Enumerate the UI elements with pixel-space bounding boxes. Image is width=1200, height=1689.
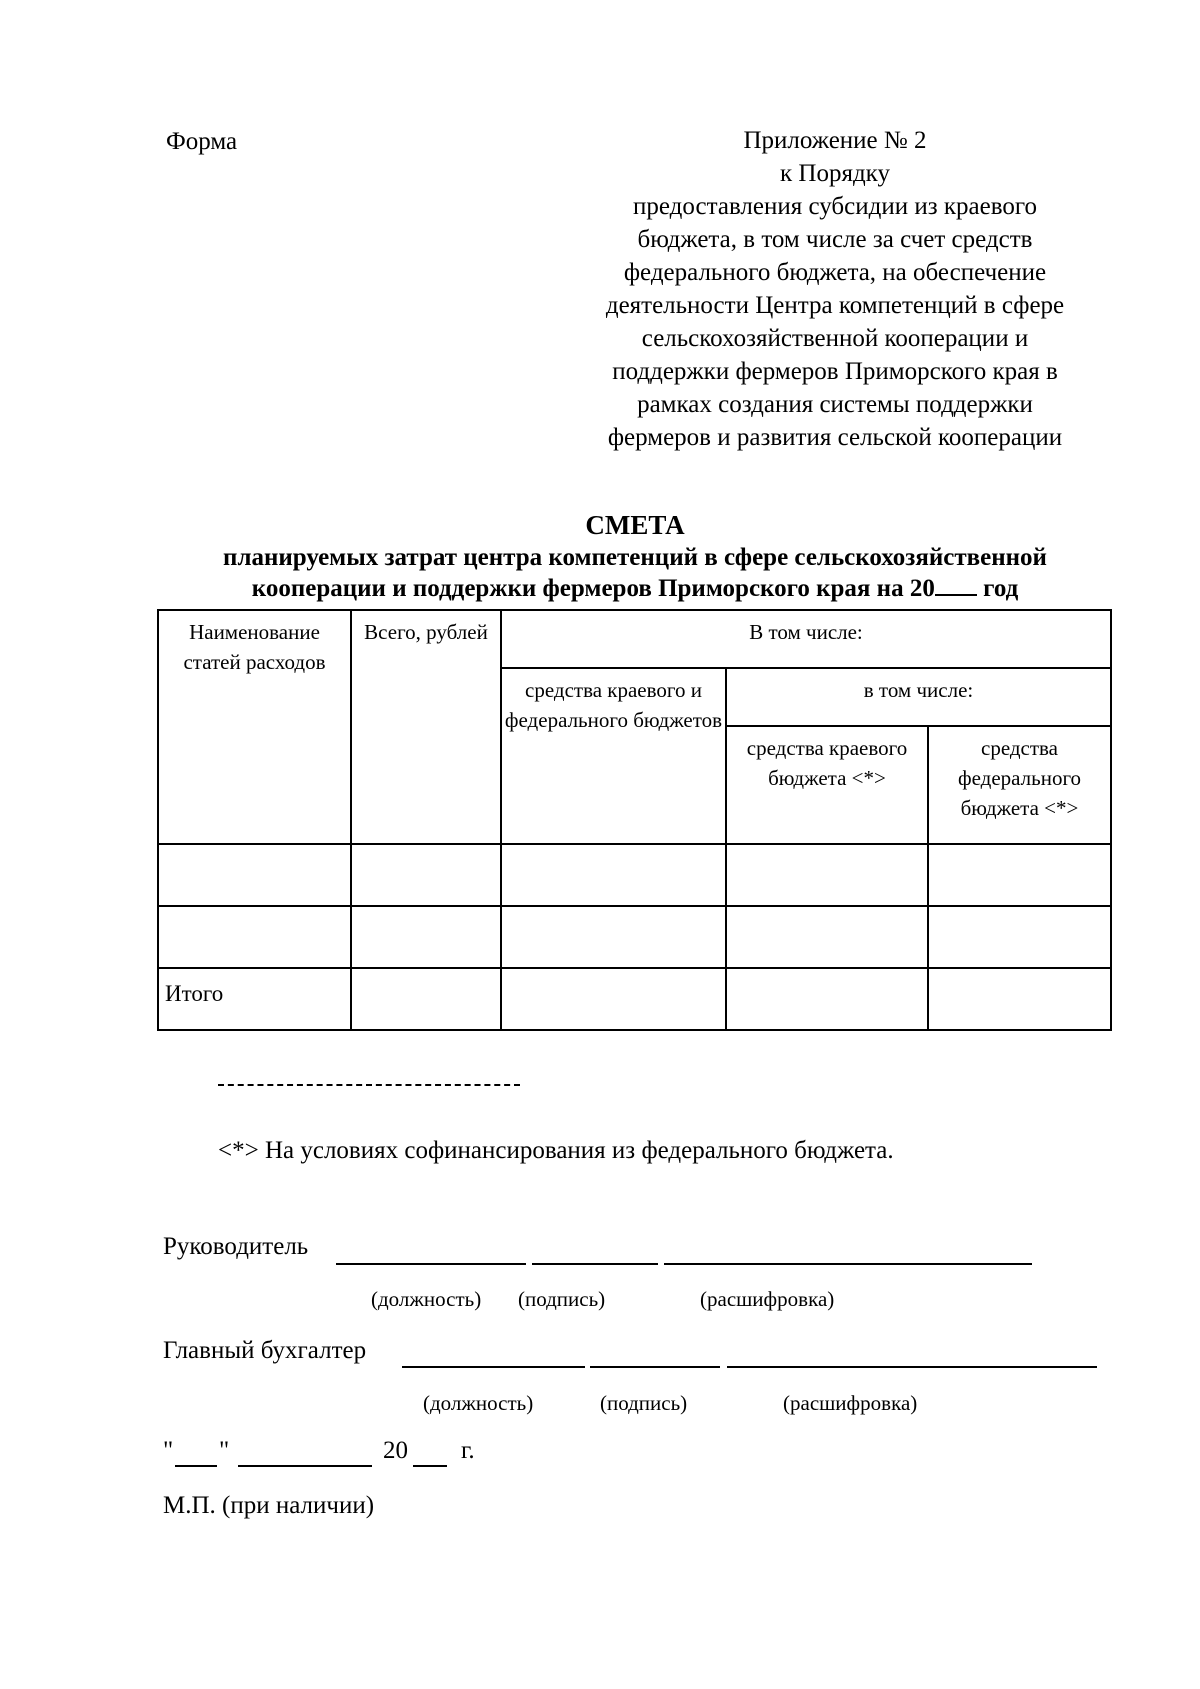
total-row xyxy=(158,968,1111,1030)
footnote-text: <*> На условиях софинансирования из федерального бюджета. xyxy=(218,1137,894,1164)
title-line-2 xyxy=(150,573,1120,604)
table-cell[interactable] xyxy=(501,844,726,906)
date-month-field[interactable] xyxy=(238,1465,372,1467)
appendix-line: к Порядку xyxy=(780,160,890,187)
stamp-label: М.П. (при наличии) xyxy=(163,1492,375,1519)
date-quote-open: " xyxy=(163,1437,174,1464)
table-cell[interactable] xyxy=(158,906,351,968)
appendix-reference xyxy=(560,124,1110,454)
estimate-table xyxy=(157,609,1112,1031)
date-day-field[interactable] xyxy=(175,1465,217,1467)
appendix-line: поддержки фермеров Приморского края в xyxy=(612,358,1058,385)
appendix-line: предоставления субсидии из краевого xyxy=(633,193,1037,220)
head-caption-decoding: (расшифровка) xyxy=(700,1287,835,1311)
header-regional-federal-funds: средства краевого и федерального бюджетов xyxy=(501,668,726,844)
appendix-line: сельскохозяйственной кооперации и xyxy=(641,325,1029,352)
total-row-label: Итого xyxy=(158,968,351,1030)
date-quote-close: " xyxy=(219,1437,230,1464)
accountant-signature-field[interactable] xyxy=(590,1366,720,1368)
header-regional-funds: средства краевого бюджета <*> xyxy=(726,726,928,844)
table-cell[interactable] xyxy=(928,906,1111,968)
appendix-line: бюджета, в том числе за счет средств xyxy=(637,226,1033,253)
title-line-2-year: год xyxy=(983,575,1019,602)
head-caption-signature: (подпись) xyxy=(518,1287,606,1311)
appendix-line: фермеров и развития сельской кооперации xyxy=(607,424,1063,451)
date-year-prefix: 20 xyxy=(383,1437,408,1464)
table-cell[interactable] xyxy=(726,968,928,1030)
table-row xyxy=(158,906,1111,968)
table-cell[interactable] xyxy=(351,906,501,968)
header-total-rubles: Всего, рублей xyxy=(351,610,501,844)
appendix-line: федерального бюджета, на обеспечение xyxy=(623,259,1047,286)
header-federal-funds: средства федерального бюджета <*> xyxy=(928,726,1111,844)
accountant-position-field[interactable] xyxy=(402,1366,585,1368)
table-cell[interactable] xyxy=(928,844,1111,906)
title-line-1: планируемых затрат центра компетенций в сфере сельскохозяйственной xyxy=(223,544,1047,571)
header-expense-items: Наименование статей расходов xyxy=(158,610,351,844)
appendix-line: рамках создания системы поддержки xyxy=(637,391,1033,418)
accountant-decoding-field[interactable] xyxy=(727,1366,1097,1368)
header-including: В том числе: xyxy=(501,610,1111,668)
accountant-caption-position: (должность) xyxy=(423,1391,534,1415)
accountant-caption-signature: (подпись) xyxy=(600,1391,688,1415)
header-including-sub: в том числе: xyxy=(726,668,1111,726)
footnote-divider xyxy=(218,1084,520,1086)
table-cell[interactable] xyxy=(928,968,1111,1030)
table-row xyxy=(158,844,1111,906)
head-label: Руководитель xyxy=(163,1233,309,1260)
head-caption-position: (должность) xyxy=(371,1287,482,1311)
head-decoding-field[interactable] xyxy=(664,1263,1032,1265)
table-cell[interactable] xyxy=(351,968,501,1030)
appendix-line: Приложение № 2 xyxy=(743,127,927,154)
table-cell[interactable] xyxy=(351,844,501,906)
table-cell[interactable] xyxy=(726,906,928,968)
table-cell[interactable] xyxy=(501,968,726,1030)
table-cell[interactable] xyxy=(158,844,351,906)
appendix-line: деятельности Центра компетенций в сфере xyxy=(605,292,1065,319)
year-blank-field[interactable] xyxy=(935,574,977,596)
table-cell[interactable] xyxy=(501,906,726,968)
date-suffix: г. xyxy=(461,1437,475,1464)
title-main: СМЕТА xyxy=(585,510,685,540)
title-line-2-text: кооперации и поддержки фермеров Приморского края на 20 xyxy=(251,575,935,602)
chief-accountant-label: Главный бухгалтер xyxy=(163,1337,367,1364)
head-signature-field[interactable] xyxy=(532,1263,658,1265)
document-title xyxy=(150,508,1120,604)
head-position-field[interactable] xyxy=(336,1263,526,1265)
date-year-field[interactable] xyxy=(413,1465,447,1467)
table-cell[interactable] xyxy=(726,844,928,906)
form-label: Форма xyxy=(166,128,238,155)
accountant-caption-decoding: (расшифровка) xyxy=(783,1391,918,1415)
